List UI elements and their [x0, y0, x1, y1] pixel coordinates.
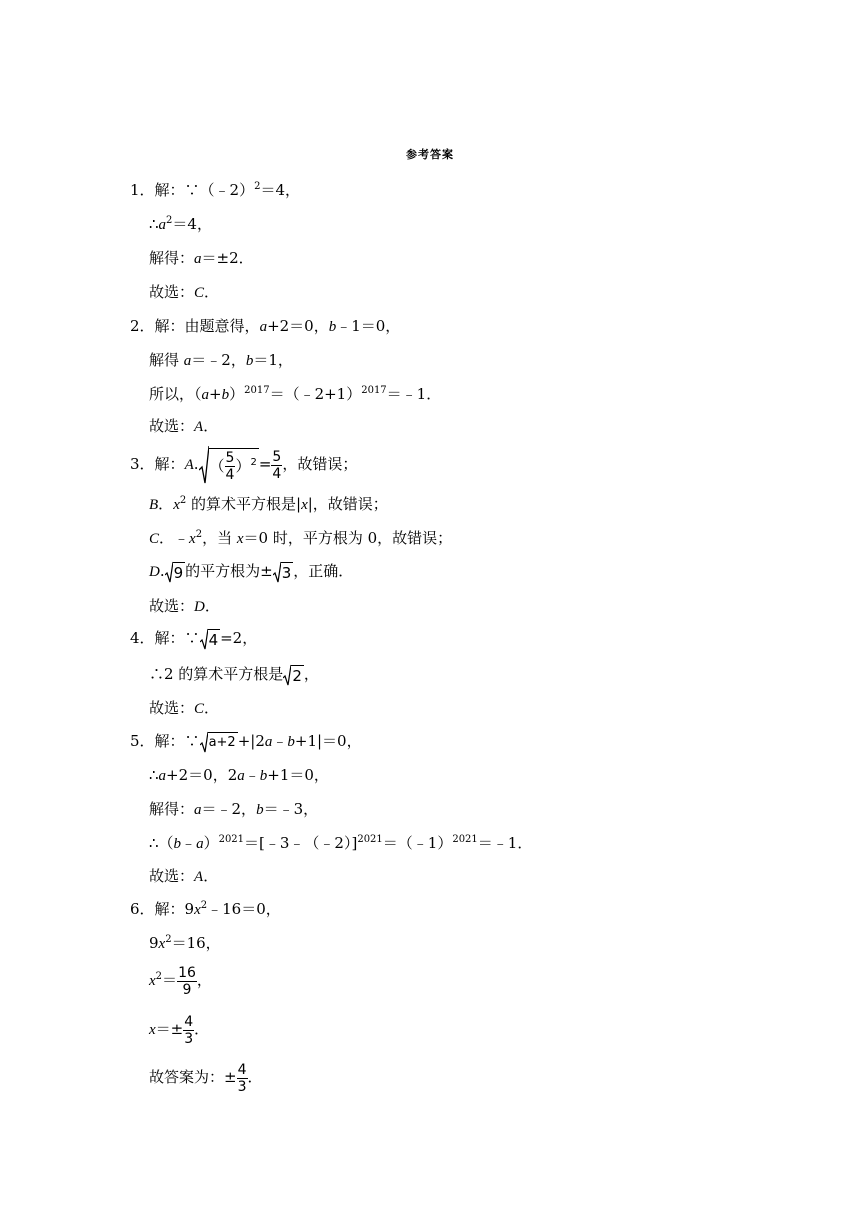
answer-6-line-4: x＝± $\frac{4}{3}$ ．: [149, 1013, 210, 1047]
answer-3-line-2: B．$x^2$ 的算术平方根是|x|，故错误；: [149, 495, 388, 513]
answer-1-line-2: $\therefore a^2=4$，: [149, 215, 212, 233]
answer-2-line-3: 所以，$(a+b)^{2017}=(﹣2+1)^{2017}=﹣1$．: [149, 385, 442, 403]
answer-6-line-2: $9x^2=16$，: [149, 934, 221, 952]
fraction: $\frac{16}{9}$: [178, 964, 196, 998]
answer-5-line-4: ∴（b﹣a）$^{2021}$＝[﹣3﹣（﹣2）]$^{2021}$＝（﹣1）$^{2021}$＝﹣1．: [149, 834, 533, 852]
answer-5-line-1: 5．解：∵ a+2 +|2a﹣b+1|＝0，: [130, 731, 362, 753]
answer-3-line-4: D. 9 的平方根为± 3 ，正确．: [149, 562, 354, 582]
answer-1-line-4: 故选：C．: [149, 283, 220, 301]
question-number: 3．: [130, 455, 155, 473]
answer-1-line-1: 1．解：∵（﹣2）$^2$＝4，: [130, 181, 301, 199]
square-root-expression: 9: [165, 561, 186, 583]
square-root-expression: 3: [273, 561, 294, 583]
answer-3-line-3: C．$﹣x^2$，当 x＝0 时，平方根为 0，故错误；: [149, 529, 453, 547]
answer-5-line-3: 解得：a＝﹣2，b＝﹣3，: [149, 800, 319, 818]
fraction: $\frac{5}{4}$: [272, 448, 282, 482]
fraction: $\frac{4}{3}$: [237, 1061, 247, 1095]
question-number: 1．: [130, 181, 155, 199]
answer-3-line-1: 3．解：A. （ $\frac{5}{4}$ ）$^2$ = $\frac{5}{4}$ ，故错误；: [130, 446, 357, 484]
square-root-expression: 4: [200, 628, 221, 650]
page-title: 参考答案: [406, 148, 454, 161]
fraction: $\frac{4}{3}$: [184, 1013, 194, 1047]
square-root-expression: （ $\frac{5}{4}$ ）$^2$: [199, 446, 259, 484]
square-root-expression: a+2: [200, 731, 238, 753]
answer-6-line-3: $x^2=$ $\frac{16}{9}$ ，: [149, 964, 212, 998]
answer-4-line-1: 4．解：∵ 4 =2，: [130, 629, 258, 649]
question-number: 2．: [130, 317, 155, 335]
answer-2-line-1: 2．解：由题意得，a+2＝0，b﹣1＝0，: [130, 317, 401, 335]
answer-5-line-5: 故选：A．: [149, 867, 219, 885]
question-number: 5．: [130, 732, 155, 750]
answer-1-line-3: 解得：a＝±2．: [149, 249, 254, 267]
answer-6-line-1: 6．解：$9x^2﹣16=0$，: [130, 900, 281, 918]
answer-5-line-2: ∴a+2＝0，2a﹣b+1＝0，: [149, 766, 329, 784]
question-number: 4．: [130, 629, 155, 647]
answer-6-line-5: 故答案为：± $\frac{4}{3}$ ．: [149, 1061, 263, 1095]
question-number: 6．: [130, 900, 155, 918]
answer-4-line-2: ∴2 的算术平方根是 2 ，: [149, 665, 319, 685]
answer-3-line-5: 故选：D．: [149, 597, 220, 615]
answer-4-line-3: 故选：C．: [149, 699, 220, 717]
answer-2-line-4: 故选：A．: [149, 417, 219, 435]
answer-2-line-2: 解得 a＝﹣2，b＝1，: [149, 351, 293, 369]
square-root-expression: 2: [283, 664, 304, 686]
